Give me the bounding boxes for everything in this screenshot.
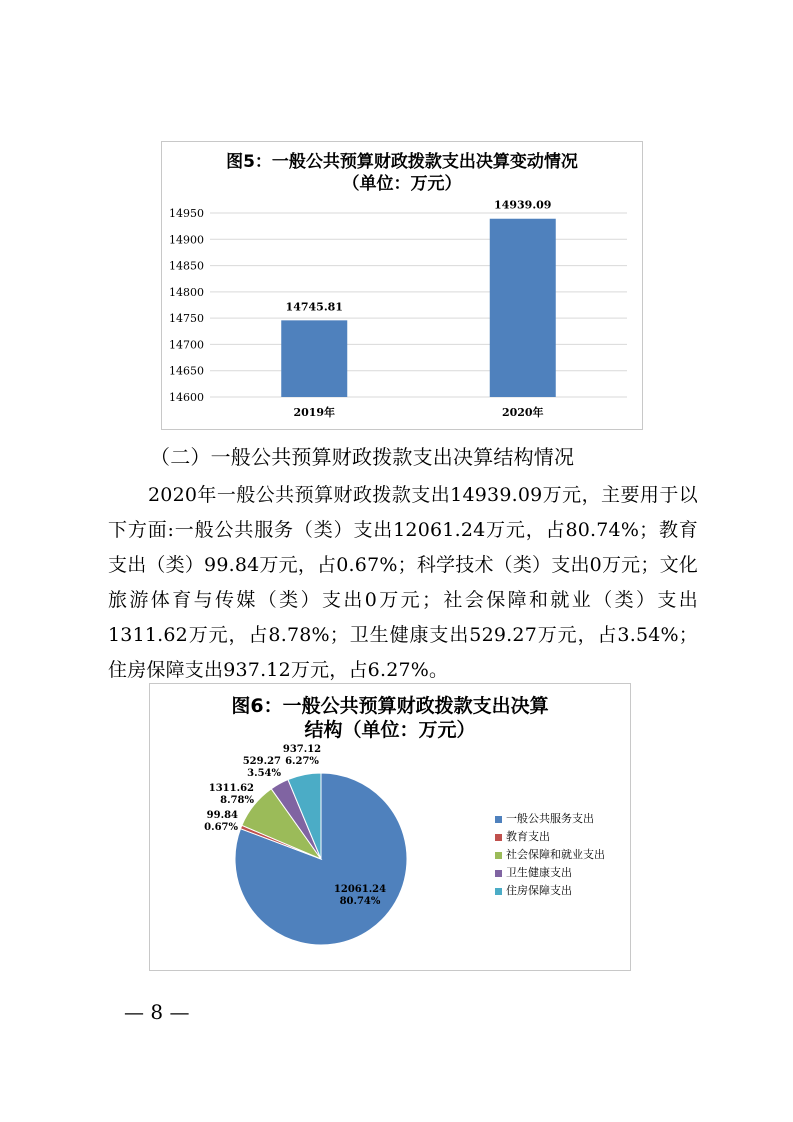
section-heading: （二）一般公共预算财政拨款支出决算结构情况 bbox=[150, 445, 575, 469]
pie-value-label: 12061.24 bbox=[333, 884, 387, 895]
body-paragraph: 2020年一般公共预算财政拨款支出14939.09万元，主要用于以下方面:一般公共服务（类）支出12061.24万元，占80.74%；教育支出（类）99.84万元，占0.67%；科学技术（类）支出0万元；文化旅游体育与传媒（类）支出0万元；社会保障和就业（类）支出1311.62万元，占8.78%；卫生健康支出529.27万元，占3.54%；住房保障支出937.12万元，占6.27%。 bbox=[108, 484, 698, 681]
bar bbox=[281, 320, 347, 397]
legend-swatch bbox=[495, 870, 502, 877]
pie-chart-title-line1: 图6：一般公共预算财政拨款支出决算 bbox=[231, 695, 549, 717]
legend-item bbox=[495, 882, 605, 900]
bar-chart-title-line2: （单位：万元） bbox=[342, 174, 462, 194]
bar-chart bbox=[161, 141, 643, 430]
pie-percent-label: 0.67% bbox=[204, 822, 238, 833]
pie-value-label: 937.12 bbox=[282, 744, 322, 755]
pie-chart bbox=[149, 683, 631, 971]
legend-item bbox=[495, 828, 605, 846]
y-tick-label: 14750 bbox=[169, 312, 204, 326]
pie-percent-label: 3.54% bbox=[247, 768, 281, 779]
legend-label: 社会保障和就业支出 bbox=[506, 848, 605, 861]
legend-item bbox=[495, 810, 605, 828]
bar-value-label: 14745.81 bbox=[285, 300, 343, 314]
page-number: — 8 — bbox=[124, 1000, 190, 1024]
bar bbox=[490, 219, 556, 397]
pie-value-label: 99.84 bbox=[206, 810, 238, 821]
legend-label: 一般公共服务支出 bbox=[506, 812, 594, 825]
legend-item bbox=[495, 846, 605, 864]
y-tick-label: 14850 bbox=[169, 259, 204, 273]
pie-value-label: 529.27 bbox=[242, 756, 281, 767]
pie-legend bbox=[495, 810, 605, 900]
legend-swatch bbox=[495, 852, 502, 859]
x-tick-label: 2019年 bbox=[293, 406, 336, 419]
legend-label: 教育支出 bbox=[506, 830, 550, 843]
pie-percent-label: 80.74% bbox=[339, 896, 381, 907]
pie-value-label: 1311.62 bbox=[208, 783, 254, 794]
pie-percent-label: 8.78% bbox=[220, 795, 254, 806]
y-tick-label: 14650 bbox=[169, 364, 204, 378]
legend-swatch bbox=[495, 816, 502, 823]
legend-label: 卫生健康支出 bbox=[506, 866, 572, 879]
bar-chart-title-line1: 图5：一般公共预算财政拨款支出决算变动情况 bbox=[226, 152, 578, 172]
y-tick-label: 14700 bbox=[169, 338, 204, 352]
bar-chart-plot bbox=[162, 142, 642, 429]
y-tick-label: 14800 bbox=[169, 285, 204, 299]
pie-chart-title-line2: 结构（单位：万元） bbox=[304, 719, 476, 741]
y-tick-label: 14950 bbox=[169, 207, 204, 220]
x-tick-label: 2020年 bbox=[501, 406, 544, 419]
y-tick-label: 14900 bbox=[169, 233, 204, 247]
legend-swatch bbox=[495, 888, 502, 895]
bar-value-label: 14939.09 bbox=[494, 198, 552, 212]
legend-label: 住房保障支出 bbox=[506, 884, 572, 897]
y-tick-label: 14600 bbox=[169, 391, 204, 404]
legend-item bbox=[495, 864, 605, 882]
pie-percent-label: 6.27% bbox=[285, 756, 319, 767]
legend-swatch bbox=[495, 834, 502, 841]
